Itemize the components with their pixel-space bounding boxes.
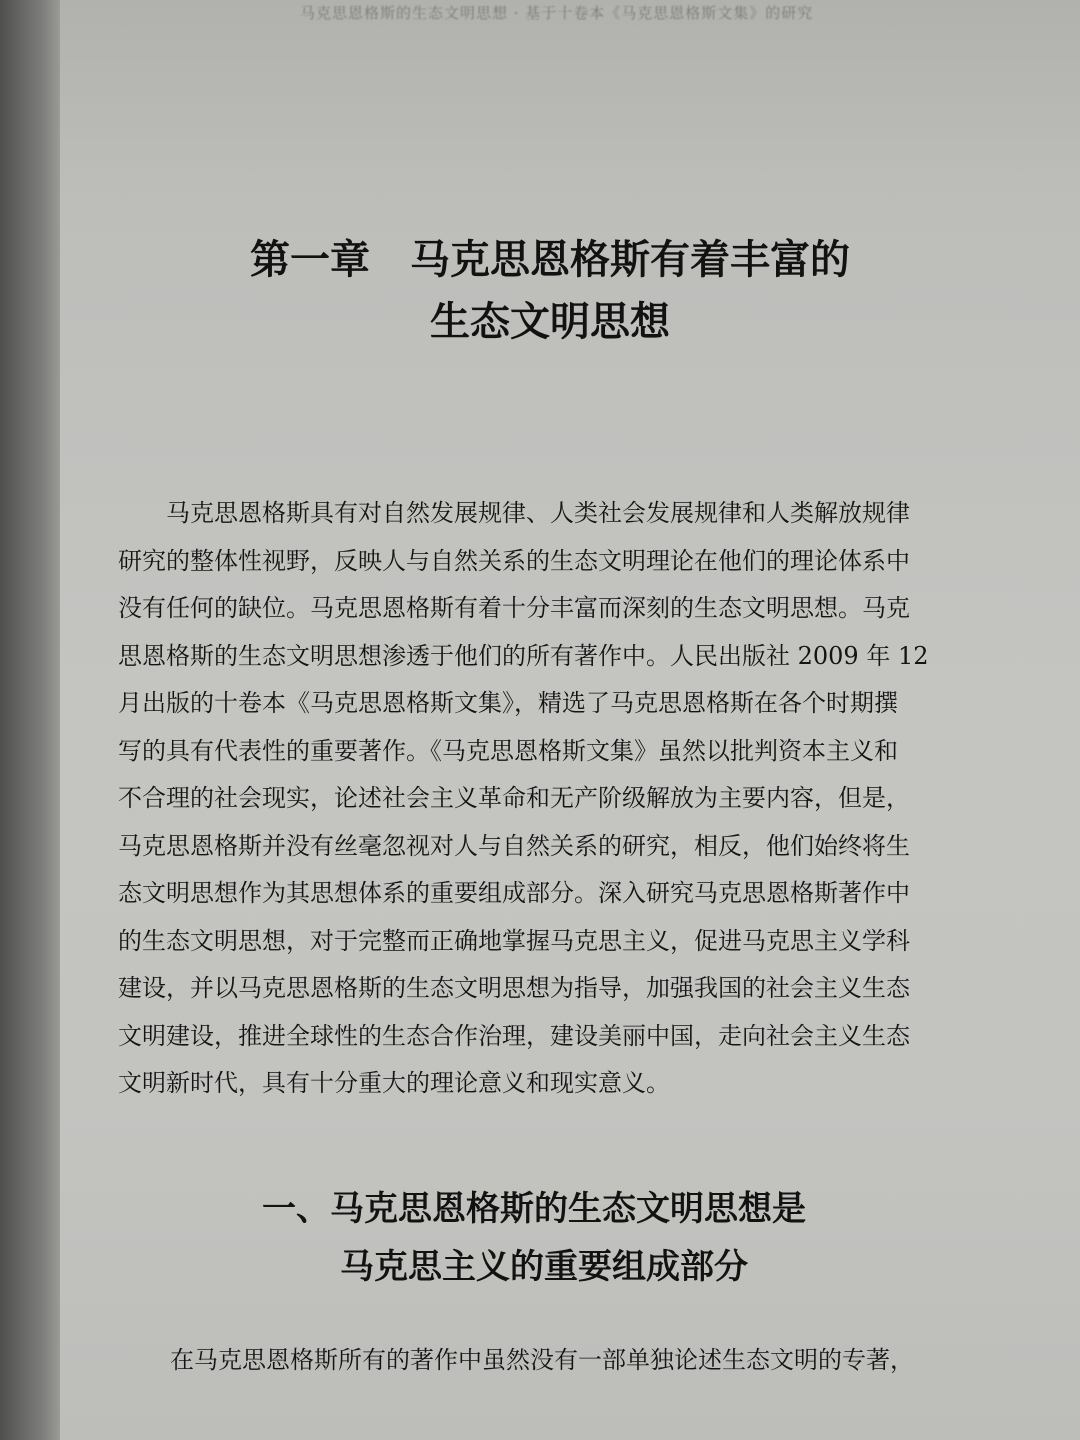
paragraph-line: 建设，并以马克思恩格斯的生态文明思想为指导，加强我国的社会主义生态 [118, 974, 910, 1002]
page-gutter-shadow [0, 0, 60, 1440]
chapter-title-line1 [120, 232, 980, 288]
paragraph-line: 不合理的社会现实，论述社会主义革命和无产阶级解放为主要内容，但是， [118, 784, 910, 812]
section-heading-line2: 马克思主义的重要组成部分 [340, 1247, 748, 1287]
paragraph-line: 月出版的十卷本《马克思恩格斯文集》，精选了马克思恩格斯在各个时期撰 [118, 689, 898, 717]
paragraph-line: 文明新时代，具有十分重大的理论意义和现实意义。 [118, 1069, 670, 1097]
section-heading-line1: 一、马克思恩格斯的生态文明思想是 [262, 1189, 806, 1229]
running-header: 马克思恩格斯的生态文明思想 · 基于十卷本《马克思恩格斯文集》的研究 [300, 4, 814, 22]
chapter-heading-text: 马克思恩格斯有着丰富的 [410, 237, 850, 283]
chapter-title-line2: 生态文明思想 [430, 299, 670, 345]
chapter-intro-paragraph [118, 490, 980, 1108]
paragraph-line: 文明建设，推进全球性的生态合作治理，建设美丽中国，走向社会主义生态 [118, 1021, 910, 1050]
chapter-label: 第一章 [250, 237, 370, 283]
paragraph-line: 思恩格斯的生态文明思想渗透于他们的所有著作中。人民出版社 2009 年 12 [118, 641, 929, 670]
paragraph-line: 态文明思想作为其思想体系的重要组成部分。深入研究马克思恩格斯著作中 [118, 879, 910, 907]
paragraph-line: 没有任何的缺位。马克思恩格斯有着十分丰富而深刻的生态文明思想。马克 [118, 594, 910, 622]
section-heading [200, 1180, 900, 1296]
section-paragraph-first-line: 在马克思恩格斯所有的著作中虽然没有一部单独论述生态文明的专著， [170, 1346, 914, 1374]
paragraph-line: 马克思恩格斯并没有丝毫忽视对人与自然关系的研究，相反，他们始终将生 [118, 831, 910, 860]
paragraph-line: 马克思恩格斯具有对自然发展规律、人类社会发展规律和人类解放规律 [166, 499, 910, 527]
chapter-title [120, 232, 980, 350]
paragraph-line: 写的具有代表性的重要著作。《马克思恩格斯文集》虽然以批判资本主义和 [118, 736, 898, 765]
paragraph-line: 研究的整体性视野，反映人与自然关系的生态文明理论在他们的理论体系中 [118, 546, 910, 575]
paragraph-line: 的生态文明思想，对于完整而正确地掌握马克思主义，促进马克思主义学科 [118, 926, 910, 955]
